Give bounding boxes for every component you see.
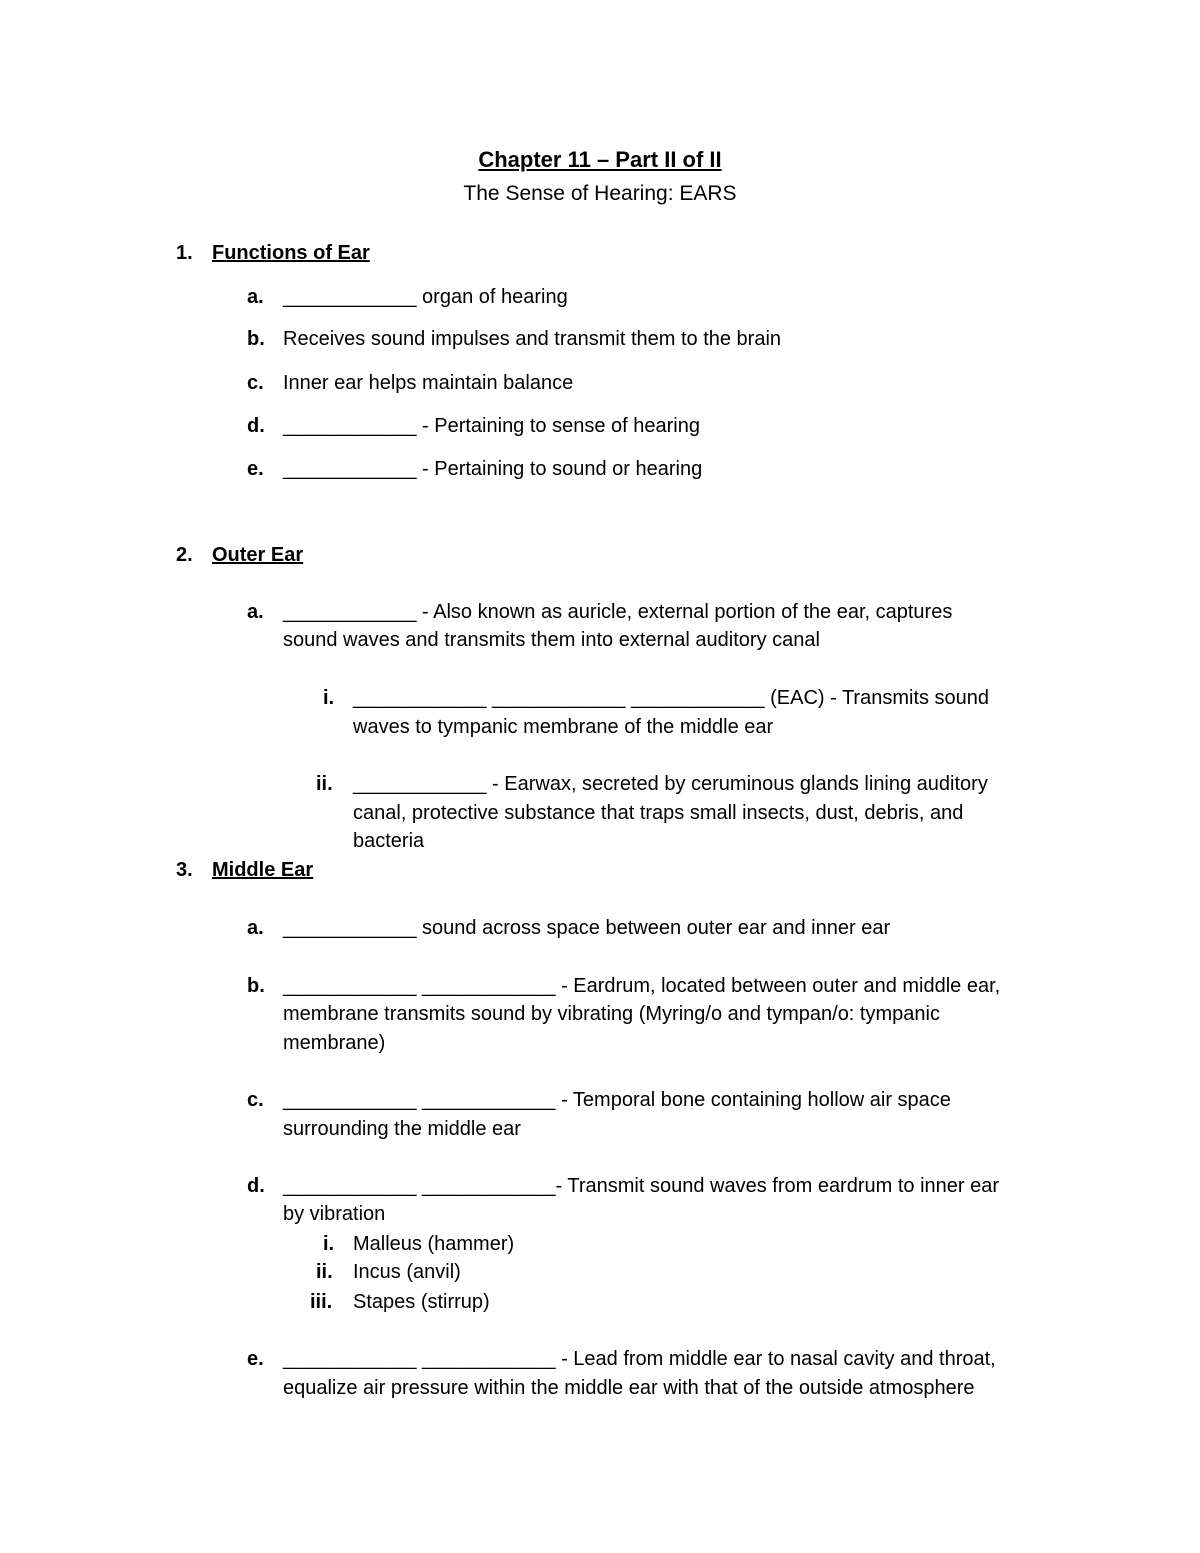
ossicle-text: Incus (anvil)	[353, 1261, 461, 1283]
subitem-text: ____________ - Earwax, secreted by ceruminous glands lining auditory	[353, 773, 988, 795]
item-text: ____________ ____________ - Temporal bone containing hollow air space	[283, 1089, 951, 1111]
section-title-middle-ear: Middle Ear	[212, 859, 314, 881]
item-text: ____________ sound across space between outer ear and inner ear	[283, 917, 891, 939]
page-subtitle: The Sense of Hearing: EARS	[463, 182, 737, 205]
section-title-outer-ear: Outer Ear	[212, 544, 304, 566]
subitem-text: bacteria	[353, 830, 425, 852]
ossicle-text: Malleus (hammer)	[353, 1233, 515, 1255]
item-text: by vibration	[283, 1203, 386, 1225]
item-text: membrane)	[283, 1032, 386, 1054]
item-text: ____________ - Pertaining to sense of hearing	[283, 415, 700, 437]
item-text: ____________ ____________ - Lead from middle ear to nasal cavity and throat,	[283, 1348, 996, 1370]
section-number: 1.	[176, 242, 193, 264]
subitem-text: waves to tympanic membrane of the middle ear	[353, 716, 774, 738]
item-text: ____________ - Also known as auricle, external portion of the ear, captures	[283, 601, 953, 623]
item-label: a.	[247, 286, 264, 308]
subitem-label: i.	[323, 687, 335, 709]
subitem-text: ____________ ____________ ____________ (EAC) - Transmits sound	[353, 687, 990, 709]
item-label: d.	[247, 1175, 265, 1197]
item-label: c.	[247, 372, 264, 394]
ossicle-label: iii.	[310, 1291, 333, 1313]
ossicle-label: i.	[323, 1233, 335, 1255]
item-text: ____________ ____________ - Eardrum, located between outer and middle ear,	[283, 975, 1001, 997]
subitem-label: ii.	[316, 773, 333, 795]
page-title: Chapter 11 – Part II of II	[478, 147, 722, 172]
item-text: membrane transmits sound by vibrating (Myring/o and tympan/o: tympanic	[283, 1003, 940, 1025]
item-label: b.	[247, 975, 265, 997]
item-text: ____________ ____________- Transmit sound waves from eardrum to inner ear	[283, 1175, 1000, 1197]
item-label: e.	[247, 458, 264, 480]
item-text: surrounding the middle ear	[283, 1118, 521, 1140]
item-label: e.	[247, 1348, 264, 1370]
ossicle-text: Stapes (stirrup)	[353, 1291, 490, 1313]
item-text: equalize air pressure within the middle ear with that of the outside atmosphere	[283, 1377, 975, 1399]
item-text: ____________ organ of hearing	[283, 286, 568, 308]
subitem-text: canal, protective substance that traps small insects, dust, debris, and	[353, 802, 964, 824]
ossicle-label: ii.	[316, 1261, 333, 1283]
item-text: sound waves and transmits them into external auditory canal	[283, 629, 820, 651]
item-text: Inner ear helps maintain balance	[283, 372, 574, 394]
item-text: Receives sound impulses and transmit them to the brain	[283, 328, 782, 350]
section-number: 2.	[176, 544, 193, 566]
item-text: ____________ - Pertaining to sound or hearing	[283, 458, 703, 480]
section-number: 3.	[176, 859, 193, 881]
item-label: a.	[247, 917, 264, 939]
section-title-functions: Functions of Ear	[212, 242, 370, 264]
item-label: d.	[247, 415, 265, 437]
item-label: b.	[247, 328, 265, 350]
item-label: c.	[247, 1089, 264, 1111]
item-label: a.	[247, 601, 264, 623]
